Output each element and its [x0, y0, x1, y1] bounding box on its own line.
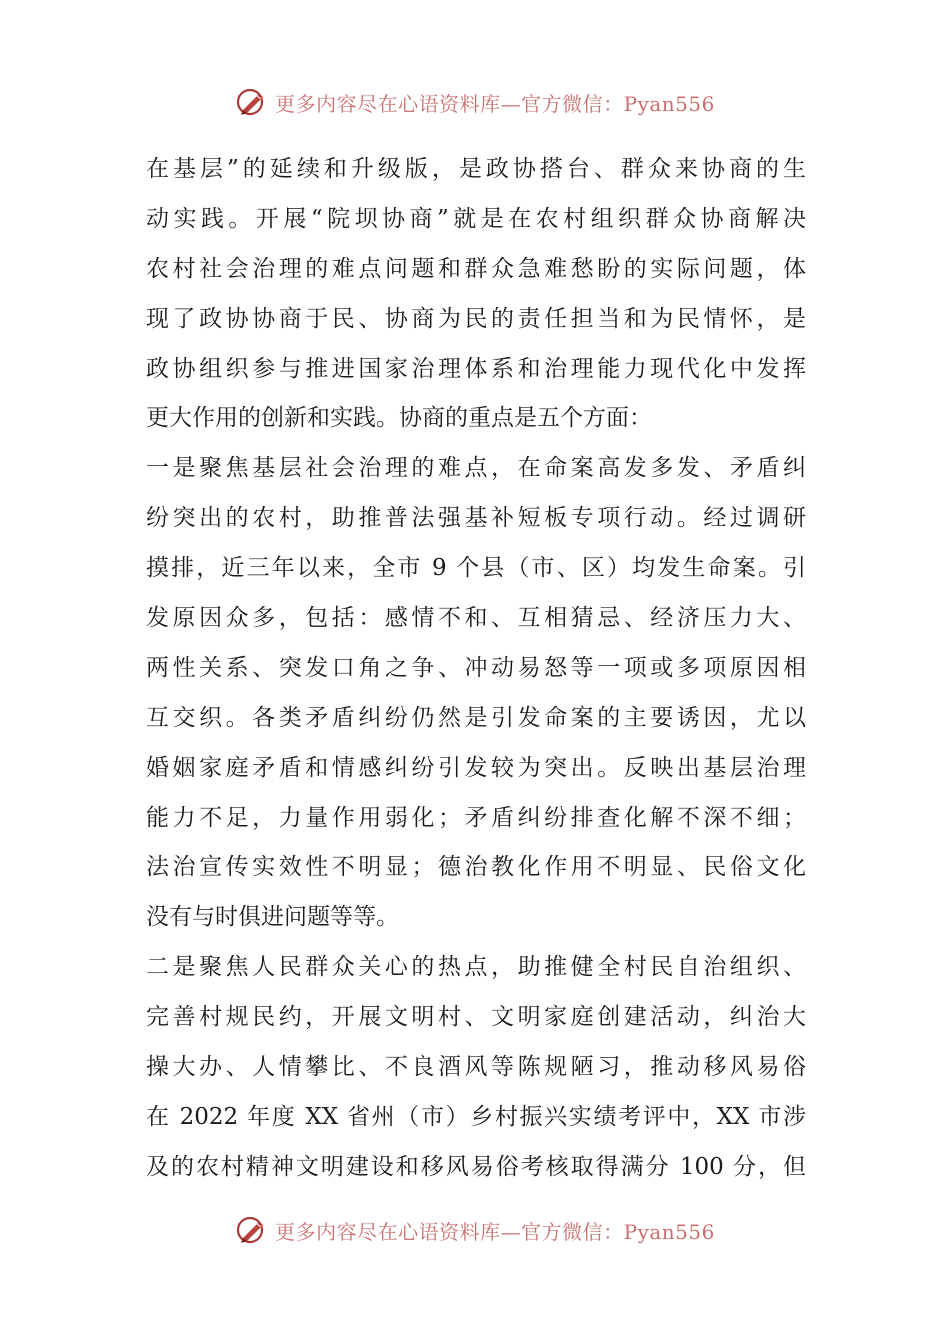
body-line: 一是聚焦基层社会治理的难点，在命案高发多发、矛盾纠 [146, 455, 806, 482]
body-line: 没有与时俱进问题等等。 [146, 904, 399, 931]
body-line: 摸排，近三年以来，全市 9 个县（市、区）均发生命案。引 [146, 555, 806, 582]
body-line: 完善村规民约，开展文明村、文明家庭创建活动，纠治大 [146, 1004, 806, 1031]
pen-logo-icon [235, 1213, 269, 1247]
header-watermark-text: 更多内容尽在心语资料库—官方微信：Pyan556 [275, 91, 715, 116]
body-line: 二是聚焦人民群众关心的热点，助推健全村民自治组织、 [146, 954, 806, 981]
body-line: 婚姻家庭矛盾和情感纠纷引发较为突出。反映出基层治理 [146, 754, 806, 781]
footer-watermark-text: 更多内容尽在心语资料库—官方微信：Pyan556 [275, 1219, 715, 1244]
body-line: 能力不足，力量作用弱化；矛盾纠纷排查化解不深不细； [146, 804, 806, 831]
body-line: 发原因众多，包括：感情不和、互相猜忌、经济压力大、 [146, 605, 806, 632]
footer-watermark-banner [0, 1210, 950, 1250]
header-watermark-banner [0, 82, 950, 122]
body-line: 更大作用的创新和实践。协商的重点是五个方面： [146, 405, 652, 432]
body-line: 两性关系、突发口角之争、冲动易怒等一项或多项原因相 [146, 654, 806, 681]
pen-logo-icon [235, 85, 269, 119]
body-line: 在 2022 年度 XX 省州（市）乡村振兴实绩考评中，XX 市涉 [146, 1103, 806, 1130]
body-line: 政协组织参与推进国家治理体系和治理能力现代化中发挥 [146, 355, 806, 382]
body-line: 操大办、人情攀比、不良酒风等陈规陋习，推动移风易俗 [146, 1054, 806, 1081]
body-line: 在基层”的延续和升级版，是政协搭台、群众来协商的生 [146, 156, 806, 182]
body-line: 动实践。开展“院坝协商”就是在农村组织群众协商解决 [146, 205, 806, 232]
document-body [146, 145, 806, 1193]
body-line: 及的农村精神文明建设和移风易俗考核取得满分 100 分，但 [146, 1153, 806, 1180]
body-line: 纷突出的农村，助推普法强基补短板专项行动。经过调研 [146, 505, 806, 532]
body-line: 现了政协协商于民、协商为民的责任担当和为民情怀，是 [146, 305, 806, 332]
body-line: 农村社会治理的难点问题和群众急难愁盼的实际问题，体 [146, 255, 806, 282]
body-line: 法治宣传实效性不明显；德治教化作用不明显、民俗文化 [146, 854, 806, 881]
body-line: 互交织。各类矛盾纠纷仍然是引发命案的主要诱因，尤以 [146, 704, 806, 731]
